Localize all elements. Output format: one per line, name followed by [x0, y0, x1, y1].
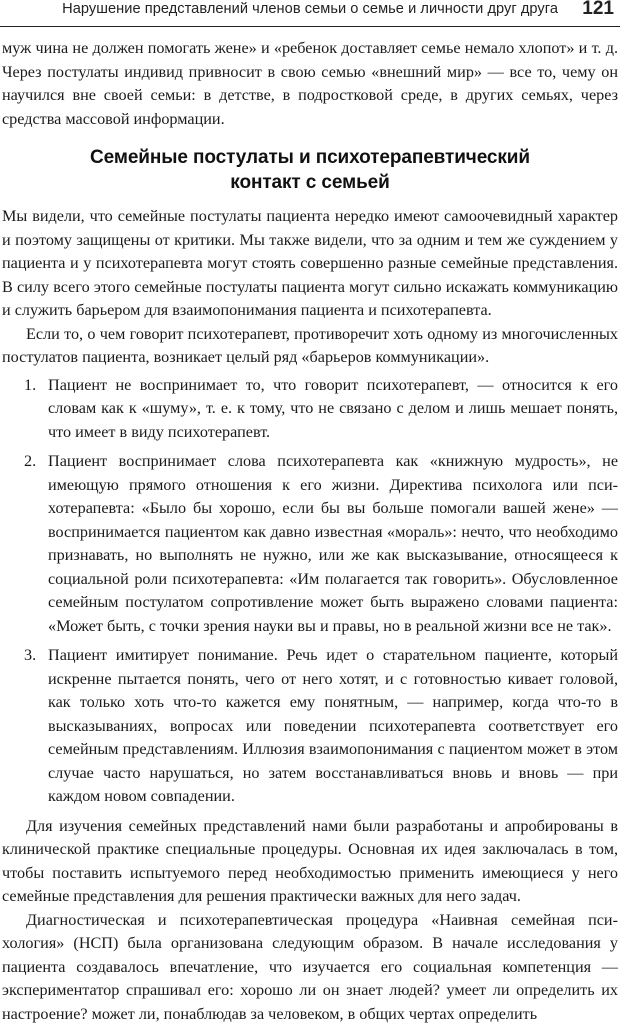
- paragraph: Диагностическая и психотерапевтическая процедура «Наивная семейная психология» (НСП) была организована следующим образом. В начале исследования у пациента создавалось впечатление, что изучается его социальная компетенция — экспериментатор спрашивал его: хорошо ли он знает людей? умеет ли определить их настроение? может ли, понаблюдав за человеком, в общих чертах определить: [2, 909, 618, 1026]
- list-item: [2, 450, 618, 638]
- list-item: [2, 644, 618, 809]
- paragraph: Для изучения семейных представлений нами были разработаны и апробированы в клинической практике специальные процедуры. Основная их идея заключалась в том, чтобы поставить испытуемого перед необходимостью применить имеющиеся у него семейные представления для решения практически важных для него задач.: [2, 815, 618, 909]
- list-item-text: Пациент воспринимает слова психотерапевта как «книжную мудрость», не имеющую прямого отношения к его жизни. Директива психолога или психотерапевта: «Было бы хорошо, если бы вы больше помогали вашей жене» — воспринимается пациентом как давно известная «мораль»: нечто, что необходимо признавать, но выполнять не нужно, или же как высказывание, относящееся к социальной роли психотерапевта: «Им полагается так говорить». Обусловленное семейным постулатом сопротивление может быть выражено словами пациента: «Может быть, с точки зрения науки вы и правы, но в реальной жизни все не так».: [48, 452, 618, 635]
- list-item-text: Пациент не воспринимает то, что говорит психотерапевт, — относится к его словам как к «шуму», т. е. к тому, что не связано с делом и лишь мешает понять, что имеет в виду психотерапевт.: [48, 376, 618, 441]
- list-item-number: 1.: [24, 374, 36, 398]
- list-item-number: 2.: [24, 450, 36, 474]
- body-text: [2, 37, 618, 1026]
- paragraph: муж чина не должен помогать жене» и «ребенок доставляет семье немало хлопот» и т. д. Через постулаты индивид привносит в свою семью «внешний мир» — все то, чему он научился вне своей семьи: в детстве, в подростковой среде, в других семьях, через средства массовой информации.: [2, 37, 618, 131]
- paragraph: Если то, о чем говорит психотерапевт, противоречит хоть одному из многочисленных постулатов пациента, возникает целый ряд «барьеров коммуникации».: [2, 323, 618, 370]
- numbered-list: [2, 374, 618, 809]
- list-item-text: Пациент имитирует понимание. Речь идет о старательном пациенте, который искренне пытается понять, чего от него хотят, и с готовностью кивает головой, как только хоть что-то кажется ему понятным, — например, когда что-то в высказываниях, вопросах или поведении психотерапевта соответствует его семейным представлениям. Иллюзия взаимопонимания с пациентом может в этом случае часто нарушаться, но затем восстанавливаться вновь и вновь — при каждом новом совпадении.: [48, 646, 618, 805]
- section-heading-line-1: Семейные постулаты и психотерапевтический: [2, 145, 618, 170]
- running-title: Нарушение представлений членов семьи о семье и личности друг друга: [62, 1, 558, 17]
- page-header: [0, 0, 620, 27]
- paragraph: Мы видели, что семейные постулаты пациента нередко имеют самоочевидный характер и поэтому защищены от критики. Мы также видели, что за одним и тем же суждением у пациента и у психотерапевта могут стоять совершенно разные семейные представления. В силу всего этого семейные постулаты пациента могут сильно искажать коммуникацию и служить барьером для взаимопонимания пациента и психотерапевта.: [2, 205, 618, 323]
- page-number: 121: [582, 0, 614, 20]
- list-item-number: 3.: [24, 644, 36, 668]
- section-heading: [2, 145, 618, 195]
- section-heading-line-2: контакт с семьей: [2, 170, 618, 195]
- list-item: [2, 374, 618, 445]
